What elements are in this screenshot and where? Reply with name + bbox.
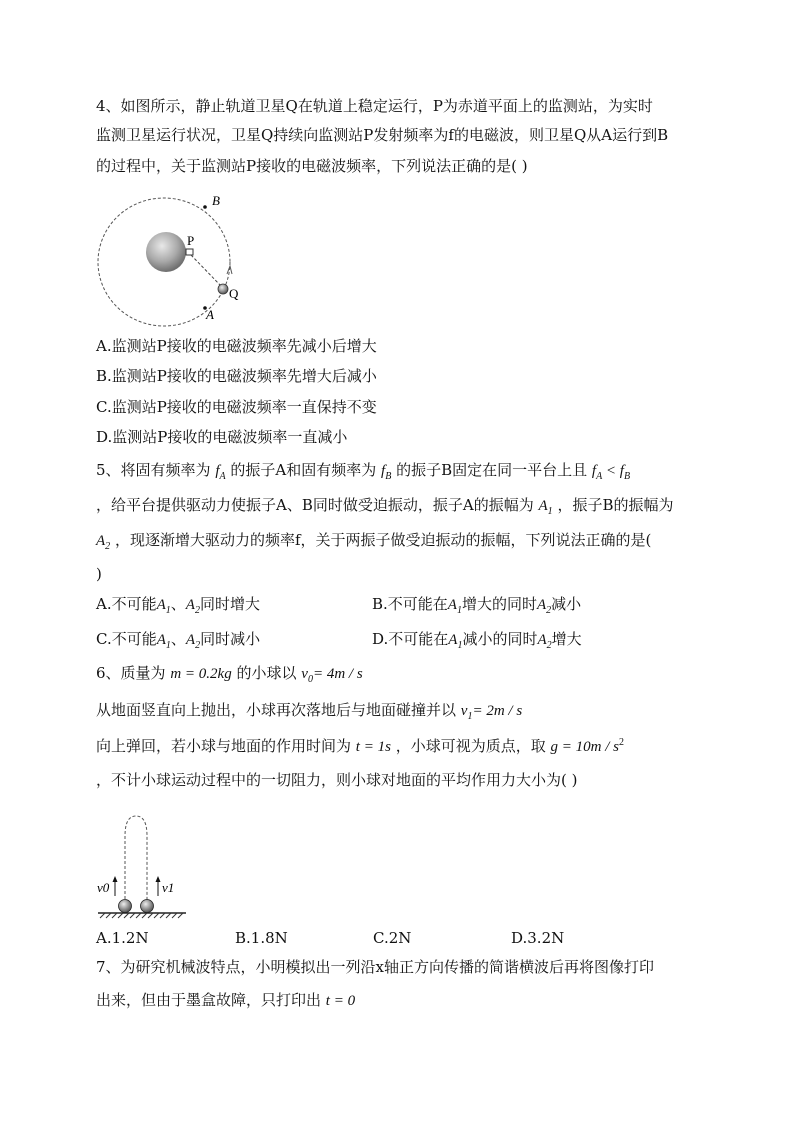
q6-line1: 6、质量为 m = 0.2kg 的小球以 $v_0= 4m / s$ [96,664,363,685]
point-b [203,205,207,209]
q5-line3: $A_2$ ，现逐渐增大驱动力的频率f，关于两振子做受迫振动的振幅，下列说法正确的是( [96,531,652,552]
q4-option-c: C.监测站P接收的电磁波频率一直保持不变 [96,398,377,416]
bounce-figure [92,806,192,926]
q4-option-a: A.监测站P接收的电磁波频率先减小后增大 [96,337,377,355]
q6-option-b: B.1.8N [235,929,288,947]
q7-line2: 出来，但由于墨盒故障，只打印出 t = 0 [96,991,356,1009]
q5-option-d: D.不可能在$A_1$减小的同时$A_2$增大 [372,630,582,651]
q5-line4: ) [96,565,102,583]
q6-option-d: D.3.2N [511,929,565,947]
ball-right [141,900,154,913]
q4-line1: 4、如图所示，静止轨道卫星Q在轨道上稳定运行，P为赤道平面上的监测站，为实时 [96,97,653,115]
station-p [186,249,193,255]
q4-line2: 监测卫星运行状况，卫星Q持续向监测站P发射频率为f的电磁波，则卫星Q从A运行到B [96,126,669,144]
q5-line2: ，给平台提供驱动力使振子A、B同时做受迫振动，振子A的振幅为 $A_1$ ，振子B的振幅为 [96,496,674,517]
q5-option-b: B.不可能在$A_1$增大的同时$A_2$减小 [372,595,582,616]
q6-line4: ，不计小球运动过程中的一切阻力，则小球对地面的平均作用力大小为( ) [96,771,578,789]
q4-option-d: D.监测站P接收的电磁波频率一直减小 [96,428,348,446]
earth [146,232,186,272]
label-v1: v1 [162,880,175,895]
label-b: B [212,193,220,208]
ball-left [119,900,132,913]
q7-line1: 7、为研究机械波特点，小明模拟出一列沿x轴正方向传播的简谐横波后再将图像打印 [96,958,655,976]
q6-line2: 从地面竖直向上抛出，小球再次落地后与地面碰撞并以 $v_1= 2m / s$ [96,701,523,722]
orbit-figure [94,192,244,328]
q4-line3: 的过程中，关于监测站P接收的电磁波频率，下列说法正确的是( ) [96,157,528,175]
q6-line3: 向上弹回，若小球与地面的作用时间为 t = 1s ，小球可视为质点，取 $g = 10m / s^2$ [96,737,624,755]
q6-option-c: C.2N [373,929,412,947]
label-q: Q [229,286,239,301]
q4-option-b: B.监测站P接收的电磁波频率先增大后减小 [96,367,377,385]
label-a: A [206,307,214,322]
satellite-q [218,284,228,294]
q5-option-c: C.不可能$A_1$、$A_2$同时减小 [96,630,261,651]
q5-line1: 5、将固有频率为 $f_A$ 的振子A和固有频率为 $f_B$ 的振子B固定在同一平台上且 $f_A < f_B$ [96,461,631,482]
q5-option-a: A.不可能$A_1$、$A_2$同时增大 [96,595,260,616]
label-p: P [187,233,195,248]
q6-option-a: A.1.2N [96,929,149,947]
label-v0: v0 [97,880,110,895]
